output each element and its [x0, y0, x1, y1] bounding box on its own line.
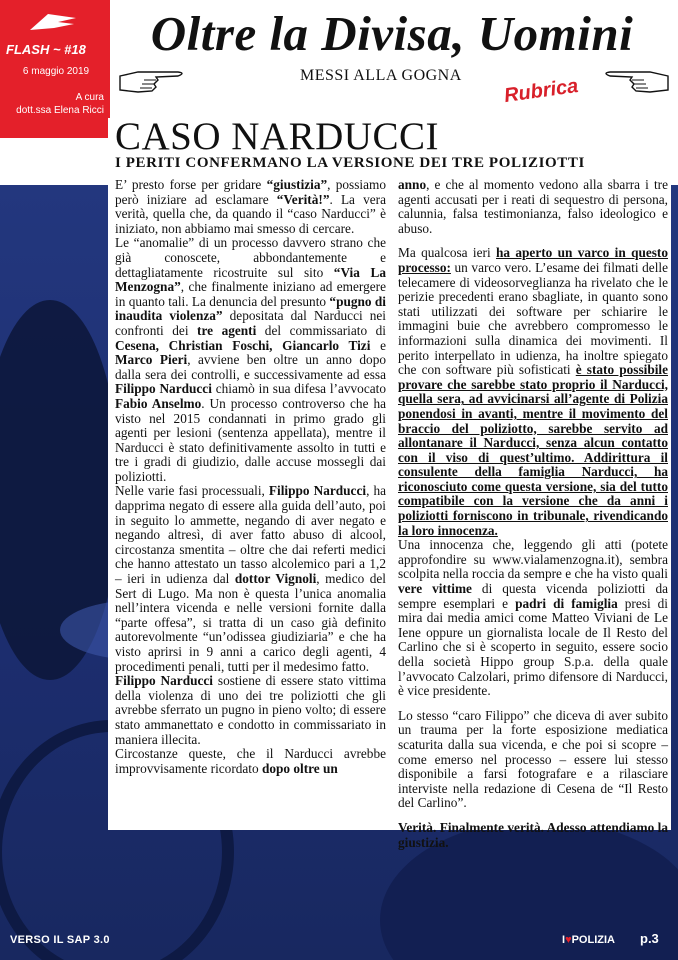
text: chiamò in sua difesa l’avvocato — [211, 381, 386, 397]
text-bold: “Via La Menzogna” — [115, 264, 386, 295]
paragraph — [398, 538, 668, 699]
text-bold: “pugno di inaudita violenza” — [115, 293, 387, 324]
text-bold: Marco Pieri — [115, 352, 188, 368]
text-bold: dottor Vignoli — [234, 571, 317, 587]
paragraph — [115, 178, 386, 236]
paragraph — [115, 747, 386, 776]
text: Circostanze queste, che il Narducci avrebbe improvvisamente ricordato — [115, 746, 386, 776]
text: . La vera verità, quella che, da quando il “caso Narducci” è iniziato, non abbiamo mai smesso di cercare. — [115, 191, 386, 236]
text-bold: anno — [398, 177, 427, 192]
text: Ma qualcosa ieri — [398, 245, 496, 261]
paragraph — [115, 236, 386, 484]
footer-polizia-text: POLIZIA — [571, 934, 615, 946]
text: , avviene ben oltre un anno dopo dalla sera dei controlli, e successivamente ad essa — [115, 352, 386, 382]
text-bold: dopo oltre un — [261, 760, 338, 776]
text: di questa vicenda poliziotti da sempre esemplari e — [398, 581, 668, 611]
text-bold-underlined: è stato possibile provare che sarebbe stato proprio il Narducci, quella sera, ad avvicinarsi all’agente di Polizia ponendosi in avanti, mentre il movimento del braccio del poliziotto, sarebbe servito ad allontanare il Narducci, senza alcun contatto con il viso di quest’ultimo. Addirittura il consulente della famiglia Narducci, ha riconosciuto come questa versione, sia del tutto compatibile con la versione che da anni i poliziotti forniscono in tribunale, rivendicando la loro innocenza. — [398, 362, 668, 538]
masthead-subtitle: MESSI ALLA GOGNA — [300, 67, 462, 84]
paragraph — [398, 178, 668, 236]
paragraph — [398, 246, 668, 538]
curator-label: A cura — [75, 92, 104, 103]
text: Nelle varie fasi processuali, — [115, 483, 269, 499]
text-bold: Cesena, Christian Foschi, Giancarlo Tizi — [115, 337, 371, 353]
heart-icon: ♥ — [565, 934, 572, 946]
footer-sap-label: VERSO IL SAP 3.0 — [10, 934, 110, 946]
text-bold: Fabio Anselmo — [115, 395, 202, 411]
text: sostiene di essere stato vittima della violenza di uno dei tre poliziotti che gli avrebbe sferrato un pugno in pieno volto; di essere stato ammanettato e condotto in commissariato in maniera illecita. — [115, 673, 386, 747]
text: E’ presto forse per gridare — [115, 177, 267, 192]
masthead-title: Oltre la Divisa, Uomini — [150, 6, 634, 61]
text-bold: Verità. Finalmente verità. Adesso attendiamo la giustizia. — [398, 819, 668, 850]
text-bold: Filippo Narducci — [268, 483, 367, 499]
text: un varco vero. L’esame dei filmati delle telecamere di videosorveglianza ha rivelato che le perizie precedenti erano sbagliate, in quanto sono stati utilizzati dei software per schiarire le immagini buie che avrebbero compromesso le informazioni sulla dinamica dei movimenti. Il perito interpellato in udienza, ha inoltre spiegato che con software più sofisticati — [398, 259, 668, 378]
text-bold: tre agenti — [197, 322, 257, 338]
pointing-hand-right-icon — [118, 66, 190, 96]
text-bold: “giustizia” — [266, 177, 328, 192]
footer-i-letter: I — [562, 934, 566, 946]
article-subtitle: I PERITI CONFERMANO LA VERSIONE DEI TRE POLIZIOTTI — [115, 155, 585, 171]
text: Una innocenza che, leggendo gli atti (potete approfondire su www.vialamenzogna.it), sembra scolpita nella roccia da sempre e che ha visto quali — [398, 537, 668, 582]
text-bold: Filippo Narducci — [115, 673, 213, 689]
text: Lo stesso “caro Filippo” che diceva di aver subito un trauma per la forte esposizione mediatica scaturita dalla sua vicenda, e che poi si scopre – come emerso nel processo – essere lui stesso disponibile a farsi fotografare e a rilasciare interviste nella redazione di Cesena de “Il Resto del Carlino”. — [398, 707, 668, 811]
text-bold: vere vittime — [398, 581, 472, 597]
article-column-1 — [115, 178, 386, 776]
curator-name: dott.ssa Elena Ricci — [16, 105, 104, 116]
paragraph — [398, 821, 668, 850]
flash-box — [0, 0, 110, 138]
text: presi di mira dai media amici come Matteo Viviani de Le Iene oppure un giornalista locale de Il Resto del Carlino che si è scoperto in seguito, essere socio della società Hippo group S.p.a. della quale l’avvocato Calzolari, primo difensore di Narducci, è vice presidente. — [398, 595, 668, 699]
text: , possiamo però iniziare ad esclamare — [115, 177, 386, 207]
page-number: p.3 — [640, 931, 659, 946]
text-bold: padri di famiglia — [515, 595, 618, 611]
flash-number: FLASH ~ #18 — [6, 42, 86, 57]
text: , ha dapprima negato di essere alla guida dell’auto, poi in seguito lo ammette, negando di aver negato e negando altresì, di aver fatto abuso di alcool, circostanza smentita – oltre che dai referti medici che hanno attestato un tasso alcolemico pari a 1,2 – ieri in udienza dal — [115, 483, 386, 587]
footer-polizia-logo — [562, 934, 615, 946]
paragraph — [115, 674, 386, 747]
text: , che finalmente iniziano ad emergere in quanto tali. La denuncia del presunto — [115, 279, 386, 309]
pointing-hand-left-icon — [598, 66, 670, 96]
text-bold-underlined: ha aperto un varco in questo processo: — [398, 245, 669, 275]
article-title: CASO NARDUCCI — [115, 115, 439, 158]
text: e — [370, 337, 387, 353]
wing-logo-icon — [28, 10, 78, 34]
text: . Un processo controverso che ha visto nel 2015 condannati in primo grado gli agenti per lesioni (sentenza appellata), mentre il Narducci è stato definitivamente assolto in tutti e tre i gradi di giudizio, dalle accuse mossegli dai poliziotti. — [115, 395, 387, 484]
text: depositata dal Narducci nei confronti dei — [115, 308, 386, 338]
article-column-2 — [398, 178, 668, 850]
text-bold: “Verità!” — [276, 191, 330, 207]
text: , medico del Sert di Lugo. Ma non è questa l’unica anomalia nell’intera vicenda e nelle versioni fornite dalla “parte offesa”, si tratta di un caso già definito autorevolmente “un’odissea giudiziaria” e che ha visto aprirsi in 9 anni a carico degli agenti, 4 procedimenti penali, tutti per il medesimo fatto. — [115, 571, 387, 674]
text: del commissariato di — [256, 322, 386, 338]
paragraph — [398, 709, 668, 811]
rubrica-label: Rubrica — [502, 74, 580, 108]
flash-date: 6 maggio 2019 — [22, 66, 90, 77]
paragraph — [115, 484, 386, 674]
text: , e che al momento vedono alla sbarra i tre agenti accusati per i reati di sequestro di persona, calunnia, falsa testimonianza, falso ideologico e abuso. — [398, 177, 668, 236]
text-bold: Filippo Narducci — [115, 381, 212, 397]
text: Le “anomalie” di un processo davvero strano che già conoscete, abbondantemente e dettagliatamente ricostruite sul sito — [115, 235, 386, 280]
